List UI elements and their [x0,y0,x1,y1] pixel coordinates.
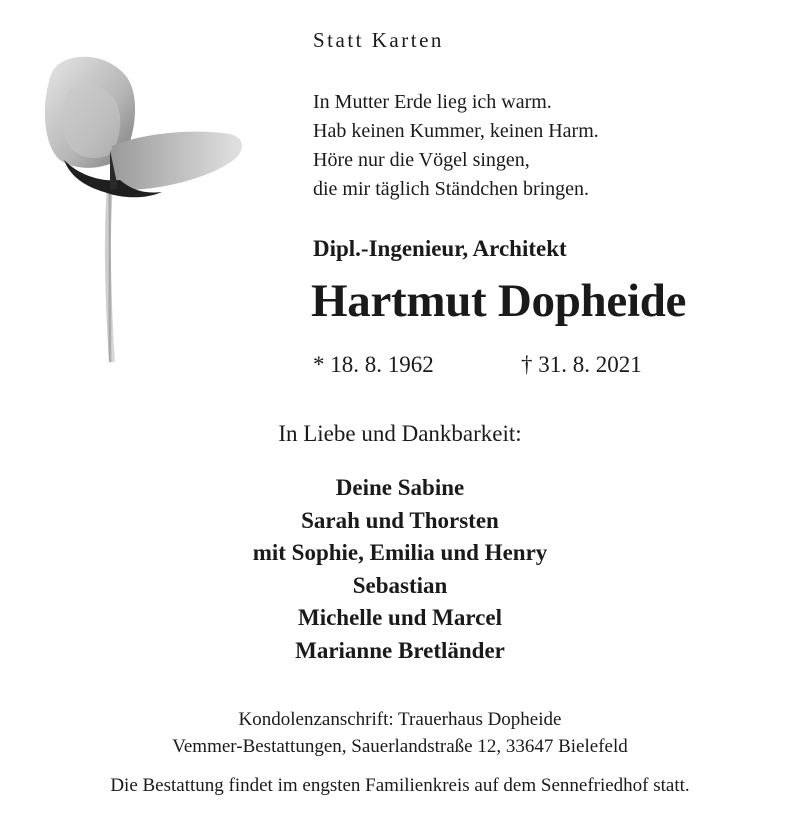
mourner-name: Michelle und Marcel [298,605,502,630]
mourner-name: Deine Sabine [335,475,465,500]
poem-line: Höre nur die Vögel singen, [313,149,530,171]
condolence-address [0,706,800,760]
death-date: † 31. 8. 2021 [521,352,642,377]
burial-note: Die Bestattung findet im engsten Familienkreis auf dem Sennefriedhof statt. [110,775,690,796]
poppy-flower-image [40,50,250,370]
poem-line: In Mutter Erde lieg ich warm. [313,91,552,113]
mourner-name: mit Sophie, Emilia und Henry [252,540,548,565]
gratitude-line [0,421,800,447]
deceased-profession: Dipl.-Ingenieur, Architekt [313,236,567,261]
life-dates [313,352,642,378]
mourner-name: Sebastian [352,572,448,598]
condolence-line-2: Vemmer-Bestattungen, Sauerlandstraße 12, 33647 Bielefeld [172,736,628,757]
poem-line: Hab keinen Kummer, keinen Harm. [313,120,599,142]
gratitude-text: In Liebe und Dankbarkeit: [278,421,522,446]
poem [313,88,599,204]
poem-line: die mir täglich Ständchen bringen. [313,178,590,200]
mourner-name: Marianne Bretländer [295,637,505,663]
condolence-line-1: Kondolenzanschrift: Trauerhaus Dopheide [238,709,562,730]
mourner-name: Sarah und Thorsten [301,507,499,533]
birth-date: * 18. 8. 1962 [313,352,434,377]
statt-karten-header: Statt Karten [313,28,444,52]
deceased-name: Hartmut Dopheide [311,275,687,327]
mourners-list [0,472,800,667]
